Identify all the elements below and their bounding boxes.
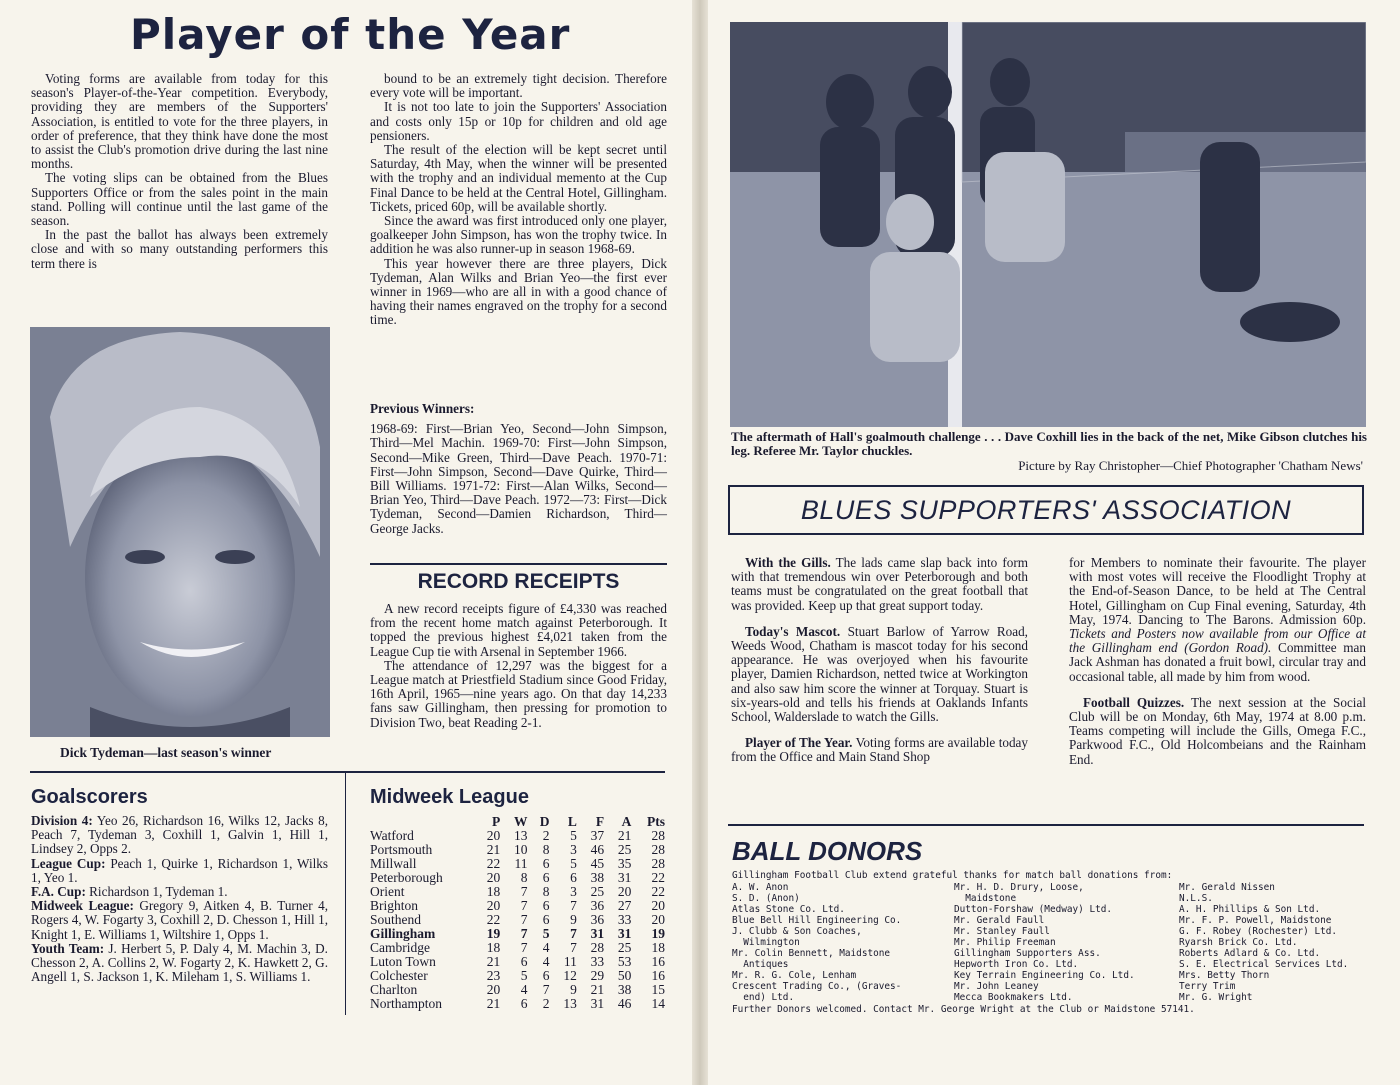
player-portrait-image [30,327,330,737]
league-cell: 20 [651,912,665,927]
bsa-title-box [728,485,1364,535]
league-row [370,955,668,969]
donor-entry: Gillingham Supporters Ass. [954,948,1101,959]
donors-list [732,882,1362,1004]
midweek-league-title: Midweek League [370,786,529,808]
league-cell: 7 [520,912,528,927]
league-cell: 5 [542,926,550,941]
goalscorer-names: Gregory 9, Aitken 4, B. Turner 4, Rogers 4, W. Fogarty 3, Coxhill 2, D. Chesson 1, Hill 1, Knight 1, E. Williams 1, Wiltshire 1, Opps 1. [31,898,328,942]
league-cell: 27 [617,898,632,913]
league-cell: 7 [520,926,528,941]
league-cell: 22 [651,884,665,899]
donor-entry: Hepworth Iron Co. Ltd. [954,959,1079,970]
league-cell: Luton Town [370,954,436,969]
league-cell: 36 [590,898,605,913]
goalscorer-category: F.A. Cup: [31,884,86,900]
donor-entry: Mr. H. D. Drury, Loose, [954,882,1084,893]
league-cell: 6 [570,870,577,885]
league-cell: Peterborough [370,870,443,885]
league-cell: Cambridge [370,940,430,955]
league-cell: 4 [542,954,550,969]
divider [370,563,667,565]
donor-entry: Mr. Philip Freeman [954,937,1056,948]
goalscorer-entry [31,814,328,857]
goalscorer-category: Division 4: [31,813,93,828]
dance-notice: for Members to nominate their favourite. The player with most votes will receive the Floodlight Trophy at the End-of-Season Dance, to be held at The Central Hotel, Gillingham on Cup Final evening, Saturday, 4th May, 1974. Dancing to The Barons. Admission 60p. [1069,555,1366,627]
player-photo [30,327,330,737]
donor-entry: Wilmington [732,937,800,948]
league-cell: 20 [486,828,501,843]
league-cell: 29 [590,968,605,983]
league-row [370,885,668,899]
league-cell: 2 [542,996,550,1011]
league-cell: Gillingham [370,926,436,941]
league-cell: 18 [651,940,665,955]
goalscorer-names: Richardson 1, Tydeman 1. [85,884,228,900]
league-row [370,857,668,871]
divider [728,824,1364,826]
donors-intro: Gillingham Football Club extend grateful thanks for match ball donations from: [732,870,1173,881]
league-cell: 33 [617,912,632,927]
match-photo-caption: The aftermath of Hall's goalmouth challenge . . . Dave Coxhill lies in the back of the net, Mike Gibson clutches his leg. Referee Mr. Taylor chuckles. [731,429,1367,458]
league-cell: 45 [590,856,605,871]
donor-entry: J. Clubb & Son Coaches, [732,926,862,937]
league-cell: 35 [617,856,632,871]
league-cell: 16 [651,954,665,969]
article-paragraph: The voting slips can be obtained from the Blues Supporters Office or from the sales point in the main stand. Polling will continue until the last game of the season. [31,170,328,229]
donors-footer: Further Donors welcomed. Contact Mr. George Wright at the Club or Maidstone 57141. [732,1004,1195,1015]
league-header-cell: L [567,814,577,829]
league-header-cell: A [621,814,632,829]
league-cell: 7 [520,940,528,955]
record-receipts-title: RECORD RECEIPTS [417,570,620,593]
bsa-paragraph-lead: Player of The Year. [745,735,853,751]
article-paragraph: In the past the ballot has always been extremely close and with so many outstanding performers this term there is [31,227,328,271]
donor-entry: Mr. R. G. Cole, Lenham [732,970,857,981]
league-cell: 28 [590,940,605,955]
league-cell: 6 [542,968,550,983]
donor-entry: Crescent Trading Co., (Graves- [732,981,902,992]
league-cell: 36 [590,912,605,927]
bsa-paragraph [731,736,1028,764]
ball-donors-title: BALL DONORS [732,836,923,866]
divider [345,773,346,1015]
bsa-title: BLUES SUPPORTERS' ASSOCIATION [800,495,1292,525]
league-cell: 6 [520,954,528,969]
bsa-paragraph [731,625,1028,724]
league-header-cell [370,815,476,829]
league-cell: 28 [651,856,665,871]
donor-entry: Atlas Stone Co. Ltd. [732,904,845,915]
league-cell: Portsmouth [370,842,433,857]
league-cell: 5 [520,968,528,983]
league-cell: 11 [563,954,577,969]
donor-entry: Terry Trim [1179,981,1236,992]
donor-entry: S. E. Electrical Services Ltd. [1179,959,1349,970]
goalscorer-entry [31,885,328,899]
league-cell: 6 [520,996,528,1011]
previous-winners-heading: Previous Winners: [370,401,475,416]
league-cell: 9 [570,912,577,927]
donor-entry: Mr. Gerald Nissen [1179,882,1275,893]
page-title: Player of the Year [130,10,571,59]
bsa-paragraph [731,556,1028,613]
article-column-1 [31,72,328,271]
bsa-column-2-text [1069,556,1366,684]
league-cell: 7 [570,926,577,941]
league-cell: 20 [486,898,501,913]
league-table [370,815,668,1011]
league-cell: 19 [486,926,501,941]
league-cell: 13 [563,996,577,1011]
previous-winners [370,402,667,536]
league-cell: 5 [570,856,577,871]
donor-entry: Ryarsh Brick Co. Ltd. [1179,937,1298,948]
league-row [370,927,668,941]
league-cell: 28 [651,842,665,857]
quiz-lead: Football Quizzes. [1083,694,1185,710]
goalscorers-title: Goalscorers [31,786,148,808]
league-header-row [370,815,668,829]
league-cell: 7 [570,940,577,955]
league-cell: Colchester [370,968,428,983]
league-row [370,913,668,927]
bsa-column-1 [731,556,1028,765]
league-cell: 38 [617,982,632,997]
league-cell: 7 [542,982,550,997]
league-row [370,983,668,997]
goalscorer-category: Midweek League: [31,898,134,914]
league-cell: 21 [486,954,501,969]
article-paragraph: The result of the election will be kept secret until Saturday, 4th May, when the winner will be presented with the trophy and an individual memento at the Cup Final Dance to be held at the Central Hotel, Gillingham. Tickets, priced 60p, will be available shortly. [370,142,667,214]
league-cell: 31 [590,926,605,941]
league-cell: 14 [651,996,665,1011]
committee-notice: Committee man Jack Ashman has donated a fruit bowl, circular tray and occasional table, all made by him from wood. [1069,640,1367,684]
league-cell: 22 [486,912,501,927]
league-cell: 8 [520,870,528,885]
league-cell: 21 [486,996,501,1011]
tickets-notice: Tickets and Posters now available from our Office at the Gillingham end (Gordon Road). [1069,626,1366,656]
league-cell: Millwall [370,856,417,871]
donor-entry: S. D. (Anon) [732,893,800,904]
league-cell: 8 [542,884,550,899]
league-cell: 7 [520,884,528,899]
goalscorers-list [31,814,328,984]
donor-entry: Mr. F. P. Powell, Maidstone [1179,915,1332,926]
goalscorer-names: Peach 1, Quirke 1, Richardson 1, Wilks 1, Yeo 1. [31,855,329,885]
league-cell: 18 [486,940,501,955]
league-cell: 11 [514,856,528,871]
league-cell: 20 [486,870,501,885]
goalscorer-names: Yeo 26, Richardson 16, Wilks 12, Jacks 8, Peach 7, Tydeman 3, Coxhill 1, Galvin 1, Hill 1, Lindsey 2, Opps 2. [31,813,329,857]
goalscorer-entry [31,857,328,885]
league-cell: 31 [617,926,632,941]
previous-winners-text: 1968-69: First—Brian Yeo, Second—John Simpson, Third—Mel Machin. 1969-70: First—John Simpson, Second—Mike Green, Third—Dave Peach. 1970-71: First—John Simpson, Second—Dave Quirke, Third—Bill Williams. 1971-72: First—Alan Wilks, Second—Brian Yeo, Third—Dave Peach. 1972—73: First—Dick Tydeman, Second—Damien Richardson, Third—George Jacks. [370,421,667,536]
bsa-column-2 [1069,556,1366,767]
bsa-paragraph-text: Voting forms are available today from the Office and Main Stand Shop [731,735,1029,765]
league-header-cell: W [514,814,528,829]
league-cell: 21 [590,982,605,997]
article-paragraph: It is not too late to join the Supporters' Association and costs only 15p or 10p for children and old age pensioners. [370,99,667,143]
league-cell: 23 [486,968,501,983]
league-row [370,941,668,955]
league-cell: 28 [651,828,665,843]
league-cell: 38 [590,870,605,885]
league-cell: 6 [542,856,550,871]
league-header-cell: D [539,814,550,829]
league-cell: 6 [542,898,550,913]
league-row [370,829,668,843]
league-header-cell: P [491,814,501,829]
league-cell: 3 [570,842,577,857]
goalscorer-category: Youth Team: [31,940,105,956]
bsa-paragraph-text: Stuart Barlow of Yarrow Road, Weeds Wood, Chatham is mascot today for his second appearance. He was overjoyed when his favourite player, Damien Richardson, netted twice at Workington and also saw him score the winner at Torquay. Stuart is six-years-old and tells his friends at Oaklands Infants School, Walderslade to watch the Gills. [731,623,1028,725]
photo-credit: Picture by Ray Christopher—Chief Photographer 'Chatham News' [1018,458,1363,473]
league-row [370,843,668,857]
league-cell: 19 [651,926,665,941]
league-cell: 4 [520,982,528,997]
photo-caption: Dick Tydeman—last season's winner [60,745,272,760]
donor-entry: Mr. John Leaney [954,981,1039,992]
goalscorer-names: J. Herbert 5, P. Daly 4, M. Machin 3, D. Chesson 2, A. Collins 2, W. Fogarty 2, K. Hawkett 2, G. Angell 1, S. Jackson 1, K. Mileham 1, S. Williams 1. [31,940,328,985]
league-cell: 20 [651,898,665,913]
league-row [370,899,668,913]
divider [30,771,665,773]
league-cell: 50 [617,968,632,983]
bsa-paragraph-lead: Today's Mascot. [745,623,841,639]
bsa-paragraph-lead: With the Gills. [745,555,831,570]
quiz-text: The next session at the Social Club will be on Monday, 6th May, 1974 at 8.00 p.m. Teams competing will include the Gills, Omega F.C., Parkwood F.C., Old Holcombeians and the Rainham End. [1069,694,1366,767]
donor-entry: A. H. Phillips & Son Ltd. [1179,904,1321,915]
league-cell: Southend [370,912,422,927]
donor-entry: Blue Bell Hill Engineering Co. [732,915,902,926]
donor-entry: Mr. Gerald Faull [954,915,1045,926]
donor-entry: Mr. Stanley Faull [954,926,1050,937]
bsa-paragraph-text: The lads came slap back into form with that tremendous win over Peterborough and both teams must be congratulated on the great football that was provided. Keep up that great support today. [731,555,1028,613]
league-cell: 18 [486,884,501,899]
league-cell: 31 [617,870,632,885]
league-cell: 2 [542,828,550,843]
record-receipts-text [370,602,667,730]
donor-entry: N.L.S. [1179,893,1213,904]
article-column-2 [370,72,667,328]
donors-column-3 [1179,882,1348,1003]
league-cell: Orient [370,884,405,899]
league-cell: 53 [617,954,632,969]
donor-entry: Mr. G. Wright [1179,992,1253,1003]
league-cell: 22 [486,856,501,871]
league-cell: 22 [651,870,665,885]
league-cell: Charlton [370,982,418,997]
goalscorer-entry [31,942,328,985]
league-cell: 3 [570,884,577,899]
league-row [370,871,668,885]
donor-entry: Antiques [732,959,789,970]
league-cell: 37 [590,828,605,843]
receipts-paragraph: The attendance of 12,297 was the biggest for a League match at Priestfield Stadium since Good Friday, 16th April, 1965—nine years ago. On that day 14,233 fans saw Gillingham, then pressing for promotion to Division Two, beat Reading 2-1. [370,657,667,730]
league-cell: 25 [617,842,632,857]
league-cell: 6 [542,912,550,927]
league-cell: 7 [520,898,528,913]
league-cell: 6 [542,870,550,885]
article-paragraph: Since the award was first introduced only one player, goalkeeper John Simpson, has won the trophy twice. In addition he was also runner-up in season 1968-69. [370,213,667,257]
league-cell: 46 [590,842,605,857]
league-header-cell: F [595,814,605,829]
league-header-cell: Pts [647,814,665,829]
league-cell: 5 [570,828,577,843]
league-cell: 25 [590,884,605,899]
league-cell: 46 [617,996,632,1011]
donor-entry: A. W. Anon [732,882,789,893]
league-row [370,969,668,983]
league-cell: 9 [570,982,577,997]
league-cell: Brighton [370,898,419,913]
league-cell: 21 [617,828,632,843]
donor-entry: Mrs. Betty Thorn [1179,970,1270,981]
goalscorer-entry [31,899,328,942]
receipts-paragraph: A new record receipts figure of £4,330 was reached from the recent home match against Peterborough. It topped the previous highest £4,021 taken from the League Cup tie with Arsenal in September 1966. [370,601,667,659]
donor-entry: Mr. Colin Bennett, Maidstone [732,948,891,959]
league-cell: 16 [651,968,665,983]
league-cell: 13 [514,828,528,843]
league-cell: 10 [514,842,528,857]
donors-column-2 [954,882,1135,1003]
goalmouth-scene-image [730,22,1366,427]
donor-entry: Roberts Adlard & Co. Ltd. [1179,948,1321,959]
donor-entry: Mecca Bookmakers Ltd. [954,992,1073,1003]
donor-entry: Dutton-Forshaw (Medway) Ltd. [954,904,1113,915]
goalscorer-category: League Cup: [31,855,106,871]
league-cell: 21 [486,842,501,857]
donor-entry: Key Terrain Engineering Co. Ltd. [954,970,1135,981]
football-quizzes [1069,696,1366,767]
league-cell: Northampton [370,996,442,1011]
league-cell: 31 [590,996,605,1011]
donor-entry: G. F. Robey (Rochester) Ltd. [1179,926,1338,937]
donor-entry: end) Ltd. [732,992,795,1003]
page-gutter [692,0,708,1085]
league-cell: Watford [370,828,414,843]
league-row [370,997,668,1011]
league-cell: 4 [542,940,550,955]
league-cell: 20 [486,982,501,997]
league-cell: 25 [617,940,632,955]
article-paragraph: bound to be an extremely tight decision. Therefore every vote will be important. [370,71,667,101]
match-photo [730,22,1366,427]
league-cell: 15 [651,982,665,997]
league-cell: 20 [617,884,632,899]
article-paragraph: Voting forms are available from today for this season's Player-of-the-Year competition. Everybody, providing they are members of the Supporters' Association, is entitled to vote for the three players, in order of preference, that they think have done the most to assist the Club's promotion drive during the last nine months. [31,71,328,172]
article-paragraph: This year however there are three players, Dick Tydeman, Alan Wilks and Brian Yeo—the first ever winner in 1969—who are all in with a good chance of having their names engraved on the trophy for a second time. [370,255,667,328]
donor-entry: Maidstone [954,893,1017,904]
league-cell: 33 [590,954,605,969]
league-cell: 12 [563,968,577,983]
league-cell: 8 [542,842,550,857]
donors-column-1 [732,882,901,1003]
league-cell: 7 [570,898,577,913]
